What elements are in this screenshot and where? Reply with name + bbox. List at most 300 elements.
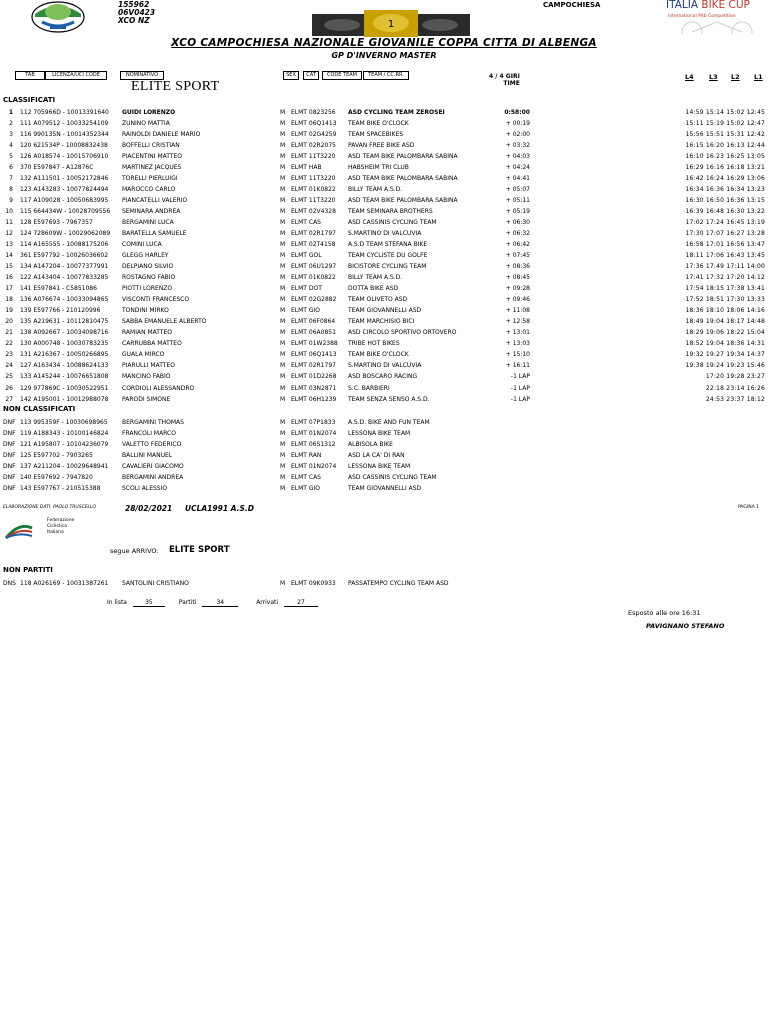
result-rider-name: PIACENTINI MATTEO	[122, 153, 183, 161]
result-category-teamcode: ELMT 01D2268	[291, 373, 337, 381]
result-sex: M	[280, 340, 286, 348]
result-team: ASD TEAM BIKE PALOMBARA SABINA	[348, 197, 458, 205]
category-title: ELITE SPORT	[131, 79, 220, 94]
finished-count: 27	[284, 599, 318, 607]
result-lap-times: 16:30 16:50 16:36 13:15	[685, 197, 765, 205]
result-rider-name: PARODI SIMONE	[122, 395, 171, 403]
result-sex: M	[280, 131, 286, 139]
federation-seal-logo	[30, 0, 86, 34]
lap-header-l1: L1	[754, 73, 763, 81]
result-position: 16	[5, 274, 13, 282]
result-category-teamcode: ELMT 02R1797	[291, 362, 336, 370]
fci-logo	[5, 518, 75, 540]
result-category-teamcode: ELMT 02R1797	[291, 230, 336, 238]
section-not-started: NON PARTITI	[3, 566, 53, 574]
result-lap-times: 16:34 16:36 16:34 13:23	[685, 186, 765, 194]
dnf-rider-name: SCOLI ALESSIO	[122, 485, 168, 492]
result-sex: M	[280, 164, 286, 172]
result-row	[0, 173, 768, 184]
result-category-teamcode: ELMT HAB	[291, 164, 322, 172]
result-lap-times: 18:29 19:06 18:22 15:04	[685, 329, 765, 337]
result-rider-name: MARTINEZ JACQUES	[122, 164, 182, 172]
result-row	[0, 261, 768, 272]
result-position: 26	[5, 384, 13, 392]
trophy-banner-logo	[312, 10, 470, 37]
result-row	[0, 162, 768, 173]
dns-bib-license: 118 A026169 - 10031387261	[20, 580, 109, 587]
official-signature: PAVIGNANO STEFANO	[646, 622, 725, 630]
result-lap-times: 16:15 16:20 16:13 12:44	[685, 142, 765, 150]
dnf-team: LESSONA BIKE TEAM	[348, 463, 411, 470]
result-lap-times: 14:59 15:14 15:02 12:45	[685, 109, 765, 116]
result-position: 21	[5, 329, 13, 337]
result-position: 19	[5, 307, 13, 315]
dnf-bib-license: 140 E597692 - 7947820	[20, 474, 93, 481]
result-team: BICISTORE CYCLING TEAM	[348, 263, 427, 271]
dnf-row	[0, 472, 768, 483]
result-category-teamcode: ELMT 06A0851	[291, 329, 336, 337]
result-bib-license: 111 A079512 - 10033254109	[20, 120, 109, 128]
result-row	[0, 294, 768, 305]
result-lap-times: 16:42 16:24 16:29 13:06	[685, 175, 765, 183]
result-team: TEAM SEMINARA BROTHERS	[348, 208, 433, 216]
dnf-row	[0, 417, 768, 428]
result-row	[0, 129, 768, 140]
result-lap-times: 15:11 15:19 15:02 12:47	[685, 120, 765, 128]
result-sex: M	[280, 186, 286, 194]
result-position: 15	[5, 263, 13, 271]
result-time: + 07:45	[505, 252, 530, 260]
result-sex: M	[280, 208, 286, 216]
col-code-team: CODE TEAM	[322, 71, 362, 80]
result-team: DOTTA BIKE ASD	[348, 285, 399, 293]
result-team: TEAM CYCLISTE DU GOLFE	[348, 252, 428, 260]
result-rider-name: RAINOLDI DANIELE MARIO	[122, 131, 201, 139]
result-row	[0, 118, 768, 129]
dnf-rider-name: VALETTO FEDERICO	[122, 441, 182, 448]
dnf-tag: DNF	[3, 419, 16, 426]
result-position: 9	[9, 197, 13, 205]
dnf-category-teamcode: ELMT 06S1312	[291, 441, 336, 448]
result-bib-license: 123 A143283 - 10077824494	[20, 186, 109, 194]
result-row	[0, 217, 768, 228]
dnf-team: TEAM GIOVANNELLI ASD	[348, 485, 422, 492]
result-row	[0, 327, 768, 338]
result-team: TEAM GIOVANNELLI ASD	[348, 307, 422, 315]
dnf-row	[0, 483, 768, 494]
dnf-category-teamcode: ELMT RAN	[291, 452, 322, 459]
result-team: ASD TEAM BIKE PALOMBARA SABINA	[348, 175, 458, 183]
dnf-bib-license: 125 E597702 - 7903265	[20, 452, 93, 459]
result-position: 25	[5, 373, 13, 381]
result-time: + 04:41	[505, 175, 530, 183]
result-rider-name: MANCINO FABIO	[122, 373, 171, 381]
result-lap-times: 15:56 15:51 15:31 12:42	[685, 131, 765, 139]
result-category-teamcode: ELMT 11T3220	[291, 197, 336, 205]
result-time: -1 LAP	[510, 395, 530, 403]
dns-sex: M	[280, 580, 286, 587]
result-team: TEAM SENZA SENSO A.S.D.	[348, 395, 430, 403]
result-position: 1	[8, 109, 13, 116]
result-lap-times: 17:54 18:15 17:38 13:41	[685, 285, 765, 293]
cup-logo-word-b: BIKE CUP	[701, 0, 750, 11]
result-bib-license: 126 A018574 - 10015706910	[20, 153, 109, 161]
result-bib-license: 127 A163434 - 10088624133	[20, 362, 109, 370]
result-bib-license: 117 A109028 - 10050683995	[20, 197, 109, 205]
col-licenza: LICENZA/UCI CODE	[45, 71, 107, 80]
lap-header-l3: L3	[709, 73, 718, 81]
result-bib-license: 134 A147204 - 10077377991	[20, 263, 109, 271]
result-row	[0, 349, 768, 360]
result-position: 12	[5, 230, 13, 238]
result-position: 22	[5, 340, 13, 348]
laps-header	[489, 73, 520, 87]
dnf-sex: M	[280, 474, 286, 481]
dnf-rider-name: BERGAMINI THOMAS	[122, 419, 184, 426]
result-team: ASD CASSINIS CYCLING TEAM	[348, 219, 437, 227]
result-time: -1 LAP	[510, 373, 530, 381]
result-bib-license: 132 A111501 - 10052172846	[20, 175, 109, 183]
result-category-teamcode: ELMT 01W2388	[291, 340, 338, 348]
result-category-teamcode: ELMT 01K0822	[291, 186, 336, 194]
result-bib-license: 124 728609W - 10029062089	[20, 230, 111, 238]
result-sex: M	[280, 351, 286, 359]
result-bib-license: 120 621534P - 10008832438	[20, 142, 108, 150]
result-sex: M	[280, 285, 286, 293]
result-team: PAVAN FREE BIKE ASD	[348, 142, 415, 150]
result-rider-name: PIANCATELLI VALERIO	[122, 197, 188, 205]
dnf-team: ASD LA CA' DI RAN	[348, 452, 405, 459]
result-time: + 00:19	[505, 120, 530, 128]
dnf-tag: DNF	[3, 430, 16, 437]
result-lap-times: 24:53 23:37 18:12	[705, 395, 765, 403]
result-sex: M	[280, 252, 286, 260]
result-bib-license: 133 A145244 - 10076651808	[20, 373, 109, 381]
result-sex: M	[280, 197, 286, 205]
result-position: 7	[9, 175, 13, 183]
result-team: A.S.D TEAM STEFANA BIKE	[348, 241, 428, 249]
result-position: 27	[5, 395, 13, 403]
result-team: TEAM SPACEBIKES	[348, 131, 404, 139]
result-time: + 06:42	[505, 241, 530, 249]
italia-bike-cup-logo	[662, 0, 768, 34]
result-sex: M	[280, 263, 286, 271]
result-time: -1 LAP	[510, 384, 530, 392]
result-category-teamcode: ELMT 11T3220	[291, 175, 336, 183]
result-rider-name: MAROCCO CARLO	[122, 186, 176, 194]
result-rider-name: TONDINI MIRKO	[122, 307, 169, 315]
result-sex: M	[280, 307, 286, 315]
result-bib-license: 138 A092667 - 10034098716	[20, 329, 109, 337]
dns-rider-name: SANTOLINI CRISTIANO	[122, 580, 189, 587]
result-category-teamcode: ELMT 03N2871	[291, 384, 337, 392]
result-category-teamcode: ELMT 06U1297	[291, 263, 337, 271]
dnf-row	[0, 461, 768, 472]
race-discipline: XCO NZ	[118, 16, 150, 25]
result-sex: M	[280, 219, 286, 227]
race-date: 28/02/2021	[125, 504, 173, 513]
cup-logo-subtitle: International Mtb Competition	[668, 14, 736, 19]
result-rider-name: BOFFELLI CRISTIAN	[122, 142, 180, 150]
dnf-bib-license: 113 995359F - 10030698965	[20, 419, 108, 426]
result-row	[0, 383, 768, 394]
fci-line2: Ciclistica	[47, 524, 67, 529]
result-time: + 08:45	[505, 274, 530, 282]
result-time: + 04:24	[505, 164, 530, 172]
data-processing-credit: ELABORAZIONE DATI: PAOLO TRUSCELLO	[3, 505, 96, 510]
race-city: CAMPOCHIESA	[543, 1, 601, 9]
dnf-bib-license: 137 A211204 - 10029648941	[20, 463, 109, 470]
result-bib-license: 116 990135N - 10014352344	[20, 131, 109, 139]
dnf-rider-name: FRANCOLI MARCO	[122, 430, 176, 437]
result-row	[0, 272, 768, 283]
result-time: + 15:10	[505, 351, 530, 359]
result-position: 10	[5, 208, 13, 216]
result-lap-times: 18:11 17:06 16:43 13:45	[685, 252, 765, 260]
result-sex: M	[280, 384, 286, 392]
fci-line3: Italiana	[47, 530, 64, 535]
result-time: + 02:00	[505, 131, 530, 139]
dnf-team: A.S.D. BIKE AND FUN TEAM	[348, 419, 430, 426]
result-lap-times: 22:18 23:14 16:26	[705, 384, 765, 392]
result-rider-name: PIOTTI LORENZO	[122, 285, 173, 293]
result-category-teamcode: ELMT 01K0822	[291, 274, 336, 282]
continues-label: segue ARRIVO:	[110, 547, 159, 555]
result-team: ASD BOSCARO RACING	[348, 373, 418, 381]
result-rider-name: PIARULLI MATTEO	[122, 362, 175, 370]
posted-time: Esposto alle ore 16:31	[628, 609, 701, 617]
in-list-count: 35	[133, 599, 165, 607]
result-time: + 05:19	[505, 208, 530, 216]
dnf-sex: M	[280, 441, 286, 448]
result-time: + 13:03	[505, 340, 530, 348]
result-position: 24	[5, 362, 13, 370]
result-team: S.C. BARBIERI	[348, 384, 390, 392]
result-time: + 09:46	[505, 296, 530, 304]
dnf-rider-name: BALLINI MANUEL	[122, 452, 173, 459]
dnf-team: LESSONA BIKE TEAM	[348, 430, 411, 437]
result-rider-name: SEMINARA ANDREA	[122, 208, 181, 216]
dnf-tag: DNF	[3, 463, 16, 470]
race-subtitle: GP D'INVERNO MASTER	[331, 51, 437, 60]
result-lap-times: 17:41 17:32 17:20 14:12	[685, 274, 765, 282]
result-sex: M	[280, 373, 286, 381]
result-sex: M	[280, 230, 286, 238]
result-category-teamcode: ELMT 06Q1413	[291, 351, 337, 359]
result-sex: M	[280, 241, 286, 249]
result-lap-times: 18:49 19:04 18:17 14:48	[685, 318, 765, 326]
section-classified: CLASSIFICATI	[3, 96, 56, 104]
dnf-tag: DNF	[3, 474, 16, 481]
result-bib-license: 129 977869C - 10030522951	[20, 384, 109, 392]
dns-team: PASSATEMPO CYCLING TEAM ASD	[348, 580, 449, 587]
result-lap-times: 16:10 16:23 16:25 13:05	[685, 153, 765, 161]
dnf-category-teamcode: ELMT GIO	[291, 485, 321, 492]
finished-label: Arrivati	[256, 599, 279, 606]
result-row	[0, 151, 768, 162]
result-team: TRIBE HOT BIKES	[348, 340, 400, 348]
result-sex: M	[280, 109, 286, 116]
result-bib-license: 135 A219631 - 10112810475	[20, 318, 109, 326]
result-lap-times: 19:32 19:27 19:34 14:37	[685, 351, 765, 359]
result-rider-name: DELPIANO SILVIO	[122, 263, 174, 271]
result-category-teamcode: ELMT 02G2882	[291, 296, 337, 304]
result-time: 0:58:00	[504, 109, 530, 116]
result-bib-license: 112 705966D - 10013391640	[20, 109, 109, 116]
result-lap-times: 16:58 17:01 16:56 13:47	[685, 241, 765, 249]
result-row	[0, 250, 768, 261]
result-category-teamcode: ELMT 02T4158	[291, 241, 336, 249]
result-row	[0, 184, 768, 195]
result-rider-name: CORDIOLI ALESSANDRO	[122, 384, 195, 392]
result-category-teamcode: ELMT 02G4259	[291, 131, 337, 139]
result-lap-times: 17:30 17:07 16:27 13:28	[685, 230, 765, 238]
dns-category-teamcode: ELMT 09K0933	[291, 580, 336, 587]
dnf-bib-license: 121 A195807 - 10104236079	[20, 441, 109, 448]
dnf-tag: DNF	[3, 485, 16, 492]
col-nominativo: NOMINATIVO	[120, 71, 164, 80]
result-time: + 13:01	[505, 329, 530, 337]
result-team: S.MARTINO DI VALCUVIA	[348, 230, 422, 238]
result-row	[0, 305, 768, 316]
result-row	[0, 360, 768, 371]
result-time: + 09:28	[505, 285, 530, 293]
result-category-teamcode: ELMT DOT	[291, 285, 322, 293]
result-row	[0, 338, 768, 349]
result-category-teamcode: ELMT CAS	[291, 219, 321, 227]
dnf-sex: M	[280, 452, 286, 459]
dnf-category-teamcode: ELMT 01N2074	[291, 430, 337, 437]
result-sex: M	[280, 318, 286, 326]
result-category-teamcode: ELMT 11T3220	[291, 153, 336, 161]
race-org-code: 06V0423	[118, 8, 156, 17]
lap-header-l4: L4	[685, 73, 694, 81]
result-category-teamcode: ELMT 06F0864	[291, 318, 336, 326]
result-position: 14	[5, 252, 13, 260]
result-time: + 08:36	[505, 263, 530, 271]
result-time: + 04:03	[505, 153, 530, 161]
result-lap-times: 18:52 19:04 18:36 14:31	[685, 340, 765, 348]
result-sex: M	[280, 153, 286, 161]
result-bib-license: 136 A076674 - 10033094865	[20, 296, 109, 304]
result-bib-license: 131 A216367 - 10050266895	[20, 351, 109, 359]
result-category-teamcode: ELMT 02R2075	[291, 142, 336, 150]
dnf-team: ASD CASSINIS CYCLING TEAM	[348, 474, 437, 481]
result-position: 8	[9, 186, 13, 194]
result-bib-license: 361 E597792 - 10026036602	[20, 252, 109, 260]
result-time: + 03:32	[505, 142, 530, 150]
result-lap-times: 17:02 17:24 16:45 13:19	[685, 219, 765, 227]
result-position: 3	[9, 131, 13, 139]
col-team: TEAM / CC.RR.	[363, 71, 409, 80]
result-time: + 11:08	[505, 307, 530, 315]
result-position: 20	[5, 318, 13, 326]
result-row	[0, 228, 768, 239]
dns-row	[0, 578, 768, 589]
result-bib-license: 141 E597841 - C5851086	[20, 285, 97, 293]
result-rider-name: GLEGG HARLEY	[122, 252, 169, 260]
time-header: TIME	[503, 80, 520, 87]
result-lap-times: 17:20 19:28 23:27	[705, 373, 765, 381]
result-row	[0, 371, 768, 382]
result-time: + 05:07	[505, 186, 530, 194]
result-rider-name: RAMIAN MATTEO	[122, 329, 173, 337]
result-category-teamcode: ELMT 0823256	[291, 109, 336, 116]
result-team: HABSHEIM TRI CLUB	[348, 164, 409, 172]
dnf-rider-name: CAVALIERI GIACOMO	[122, 463, 184, 470]
dnf-category-teamcode: ELMT 01N2074	[291, 463, 337, 470]
started-label: Partiti	[178, 599, 197, 606]
result-row	[0, 283, 768, 294]
result-category-teamcode: ELMT 02V4328	[291, 208, 336, 216]
result-sex: M	[280, 175, 286, 183]
result-position: 11	[5, 219, 13, 227]
result-time: + 12:58	[505, 318, 530, 326]
result-position: 23	[5, 351, 13, 359]
lap-header-l2: L2	[731, 73, 740, 81]
result-team: S.MARTINO DI VALCUVIA	[348, 362, 422, 370]
result-sex: M	[280, 120, 286, 128]
result-lap-times: 17:36 17:49 17:11 14:00	[685, 263, 765, 271]
result-row	[0, 394, 768, 405]
laps-count: 4 / 4 GIRI	[489, 73, 520, 80]
result-sex: M	[280, 395, 286, 403]
result-team: TEAM BIKE O'CLOCK	[348, 120, 409, 128]
result-category-teamcode: ELMT GOL	[291, 252, 322, 260]
result-team: TEAM OLIVETO ASD	[348, 296, 408, 304]
result-time: + 16:11	[505, 362, 530, 370]
result-row	[0, 239, 768, 250]
result-rider-name: BARATELLA SAMUELE	[122, 230, 187, 238]
result-bib-license: 122 A143404 - 10077833285	[20, 274, 109, 282]
race-code: 155962	[118, 0, 150, 9]
dnf-bib-license: 119 A188343 - 10100146824	[20, 430, 109, 437]
result-rider-name: ZUNINO MATTIA	[122, 120, 170, 128]
started-count: 34	[202, 599, 238, 607]
result-bib-license: 139 E597766 - 210120996	[20, 307, 101, 315]
result-bib-license: 370 E597847 - A12876C	[20, 164, 94, 172]
result-sex: M	[280, 274, 286, 282]
result-time: + 05:11	[505, 197, 530, 205]
dnf-category-teamcode: ELMT CAS	[291, 474, 321, 481]
dnf-row	[0, 439, 768, 450]
dnf-rider-name: BERGAMINI ANDREA	[122, 474, 184, 481]
result-category-teamcode: ELMT GIO	[291, 307, 321, 315]
result-row	[0, 140, 768, 151]
organizer: UCLA1991 A.S.D	[185, 504, 254, 513]
trophy-number: 1	[387, 19, 395, 30]
dnf-tag: DNF	[3, 452, 16, 459]
result-position: 2	[9, 120, 13, 128]
in-list-label: In lista	[107, 599, 127, 606]
result-rider-name: ROSTAGNO FABIO	[122, 274, 176, 282]
result-category-teamcode: ELMT 06H1239	[291, 395, 337, 403]
result-rider-name: VISCONTI FRANCESCO	[122, 296, 190, 304]
fci-line1: Federazione	[47, 518, 75, 523]
result-bib-license: 128 E597693 - 7967357	[20, 219, 93, 227]
section-not-classified: NON CLASSIFICATI	[3, 405, 76, 413]
result-time: + 06:30	[505, 219, 530, 227]
result-position: 18	[5, 296, 13, 304]
result-team: TEAM MARCHISIO BICI	[348, 318, 415, 326]
result-category-teamcode: ELMT 06Q1413	[291, 120, 337, 128]
col-cat: CAT	[303, 71, 319, 80]
dnf-sex: M	[280, 419, 286, 426]
result-lap-times: 18:36 18:10 18:06 14:16	[685, 307, 765, 315]
result-bib-license: 114 A165555 - 10088175206	[20, 241, 109, 249]
dnf-row	[0, 450, 768, 461]
result-position: 17	[5, 285, 13, 293]
